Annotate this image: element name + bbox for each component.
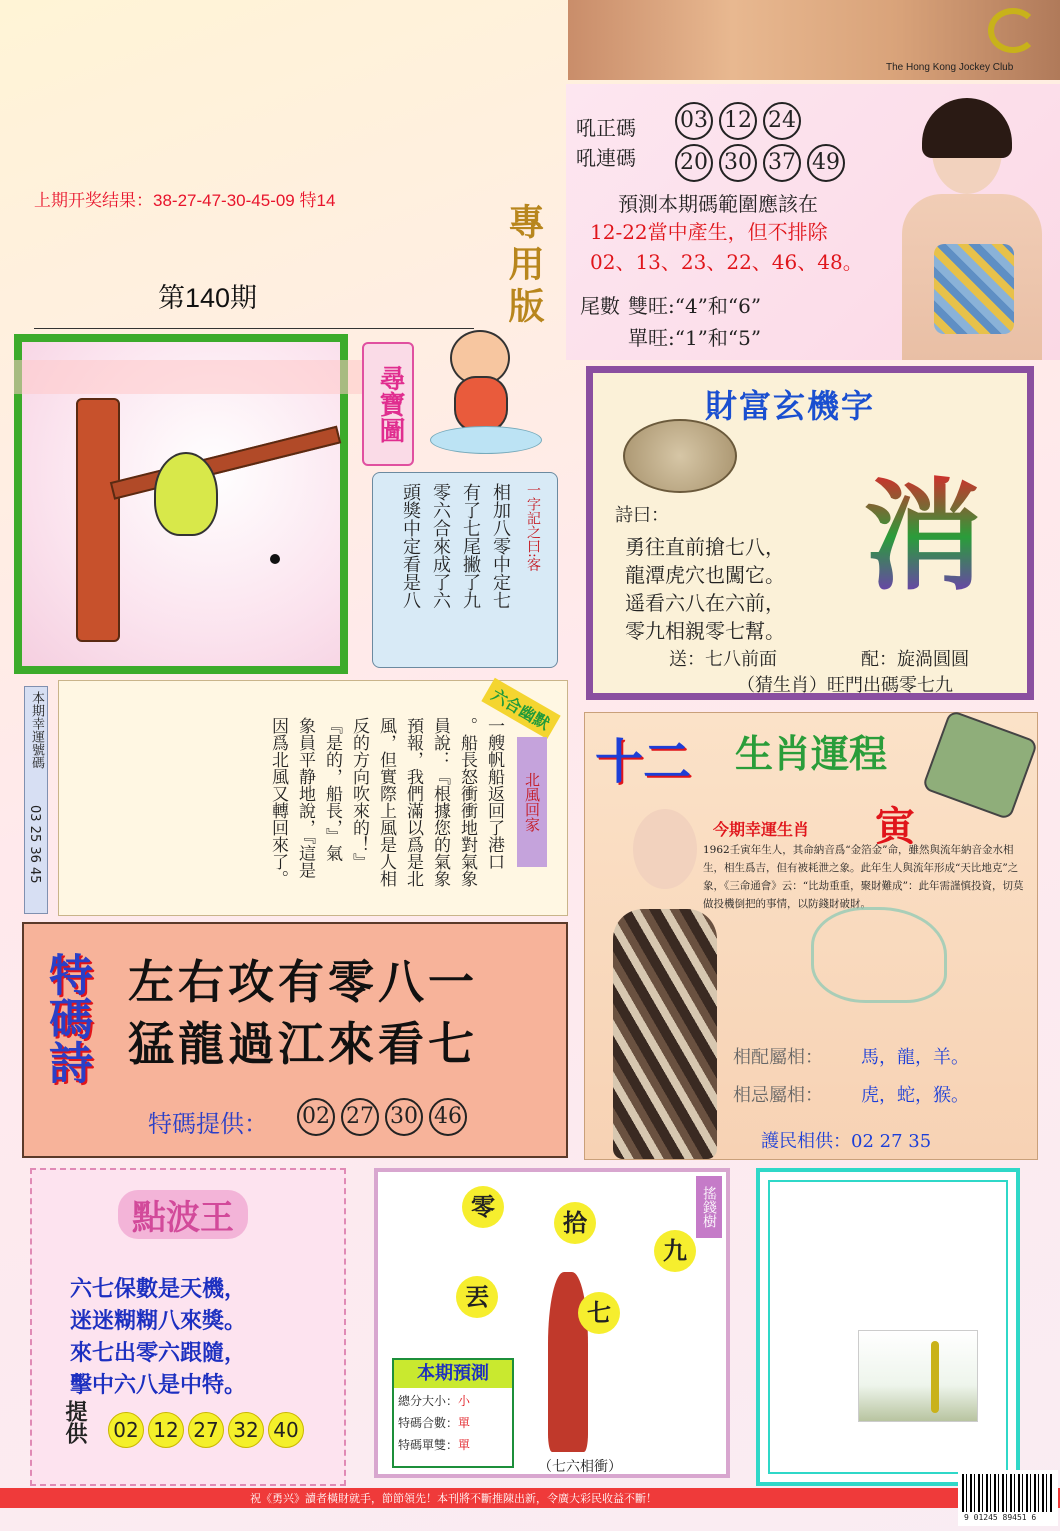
tail-label: 尾數 — [580, 294, 620, 318]
main-number: 24 — [763, 102, 801, 140]
humor-line: 象員平静地說，『這是 — [295, 717, 315, 879]
zodiac-description: 1962壬寅年生人，其命納音爲“金箔金”命，雖然與流年納音金水相生，相生爲吉，但有被耗泄之象。此年生人與流年形成“天比地克”之象，《三命通會》云：“比劫重重，聚財難成”：此年需謹慎投資，切莫做投機倒把的事情，以防錢財破財。 — [703, 844, 1024, 910]
humor-line: 風，但實際上風是人相 — [376, 717, 396, 887]
wave-numbers — [106, 1412, 306, 1448]
main-number: 12 — [719, 102, 757, 140]
footer-banner — [0, 1488, 1060, 1508]
poem-line: 零九相親零七幫。 — [625, 619, 785, 643]
predict-row: 特碼合數：單 — [398, 1416, 471, 1430]
special-title: 特碼詩 — [41, 952, 92, 1084]
jockey-club-logo-icon — [988, 8, 1038, 53]
model-photo — [872, 94, 1060, 360]
wealth-title: 財富玄機字 — [705, 387, 876, 425]
predict-title: 本期預測 — [394, 1360, 512, 1388]
special-number: 30 — [385, 1098, 423, 1136]
humor-lines — [266, 717, 507, 913]
humor-line: 預報，我們滿以爲是北 — [403, 717, 423, 887]
scroll-lines — [397, 483, 513, 659]
wave-number: 12 — [148, 1412, 184, 1448]
tree-branch — [110, 426, 341, 500]
money-hand-icon — [921, 709, 1038, 820]
zodiac-provide: 護民相供：02 27 35 — [761, 1131, 932, 1152]
zodiac-title-b: 生肖運程 — [735, 732, 888, 776]
cupid-icon — [430, 330, 550, 450]
poem-line: 遥看六八在六前， — [625, 591, 785, 615]
main-code-label: 吼正碼 — [576, 116, 636, 140]
special-numbers — [294, 1098, 470, 1136]
tiger-icon — [811, 907, 947, 1003]
match-label: 相配屬相： — [733, 1047, 823, 1068]
special-number: 46 — [429, 1098, 467, 1136]
mystery-character: 消 — [863, 466, 983, 607]
zodiac-title-a: 十二 — [595, 734, 692, 790]
forecast-line-3: 02、13、23、22、46、48。 — [590, 250, 863, 274]
main-code-numbers — [672, 102, 804, 140]
link-code-numbers — [672, 144, 848, 182]
last-result: 上期开奖结果：38-27-47-30-45-09 特14 — [34, 191, 336, 210]
predict-row: 總分大小：小 — [398, 1394, 471, 1408]
special-line-1: 左右攻有零八一 — [128, 955, 478, 1009]
special-number: 02 — [297, 1098, 335, 1136]
scroll-line: 有了七尾撇了九 — [460, 483, 481, 609]
special-line-2: 猛龍過江來看七 — [128, 1017, 478, 1071]
header-divider — [34, 328, 474, 329]
treasure-blur-header — [14, 360, 366, 394]
wave-number: 40 — [268, 1412, 304, 1448]
coins-icon — [623, 419, 737, 493]
humor-line: 因爲北風又轉回來了。 — [268, 717, 288, 887]
wave-line: 迷迷糊糊八來獎。 — [70, 1308, 247, 1334]
special-poem-panel — [22, 922, 568, 1158]
link-code-label: 吼連碼 — [576, 146, 636, 170]
poem-line: 勇往直前搶七八， — [625, 535, 785, 559]
special-provide-label: 特碼提供： — [148, 1110, 268, 1138]
tree-tag: 搖錢樹 — [696, 1176, 722, 1238]
predict-row: 特碼單雙：單 — [398, 1438, 471, 1452]
wave-king-panel — [30, 1168, 346, 1486]
tail-double: 雙旺:“4”和“6” — [628, 294, 762, 318]
wave-line: 六七保數是天機， — [70, 1276, 247, 1302]
fruit: 七 — [578, 1292, 620, 1334]
tree-caption: （七六相衝） — [538, 1459, 622, 1475]
humor-line: 『是的，船長，』氣 — [322, 717, 342, 862]
predict-box — [392, 1358, 514, 1468]
lucky-animal-label: 今期幸運生肖 — [713, 820, 810, 839]
money-tree-panel — [374, 1168, 730, 1478]
match-value: 馬，龍，羊。 — [861, 1047, 969, 1068]
issue-number: 第140期 — [158, 283, 258, 313]
wave-number: 02 — [108, 1412, 144, 1448]
header-banner — [568, 0, 1060, 80]
tail-single: 單旺:“1”和“5” — [628, 326, 762, 350]
wealth-panel — [586, 366, 1034, 700]
special-number: 27 — [341, 1098, 379, 1136]
frame-inner-border — [768, 1180, 1008, 1474]
wave-number: 32 — [228, 1412, 264, 1448]
footer-text: 祝《勇兴》讀者橫財就手，節節領先！本刊將不斷推陳出新，令廣大彩民收益不斷！ — [250, 1492, 657, 1505]
landscape-image — [858, 1330, 978, 1422]
link-number: 20 — [675, 144, 713, 182]
wave-line: 擊中六八是中特。 — [70, 1372, 247, 1398]
poem-label: 詩曰： — [615, 505, 669, 526]
fruit: 拾 — [554, 1202, 596, 1244]
humor-line: 員說：『根據您的氣象 — [430, 717, 450, 887]
wave-title: 點波王 — [118, 1190, 248, 1239]
lucky-animal: 寅 — [875, 803, 915, 850]
barcode — [958, 1470, 1058, 1526]
humor-panel — [58, 680, 568, 916]
forecast-line-2: 12-22當中產生，但不排除 — [590, 220, 828, 244]
avoid-value: 虎，蛇，猴。 — [861, 1085, 969, 1106]
forecast-line-1: 預測本期碼範圍應該在 — [618, 192, 818, 216]
lucky-numbers: 03 25 36 45 — [27, 805, 42, 884]
humor-subtitle: 北風回家 — [517, 737, 547, 867]
edition-label: 專用版 — [503, 203, 545, 329]
wealth-footer: （猜生肖）旺門出碼零七九 — [737, 675, 953, 696]
scroll-title: 一字記之曰:客 — [525, 483, 541, 572]
match-text: 配：旋渦圓圓 — [861, 649, 969, 670]
fruit: 丟 — [456, 1276, 498, 1318]
scroll-line: 零六合來成了六 — [430, 483, 451, 609]
fruit: 零 — [462, 1186, 504, 1228]
club-name: The Hong Kong Jockey Club — [886, 62, 1014, 73]
lucky-numbers-panel — [24, 686, 48, 914]
humor-line: 。船長怒衝衝地對氣象 — [457, 717, 477, 887]
humor-line: 一艘帆船返回了港口 — [484, 717, 504, 870]
scroll-line: 頭獎中定看是八 — [400, 483, 421, 609]
bird-icon — [154, 452, 218, 536]
treasure-scroll — [372, 472, 558, 668]
main-number: 03 — [675, 102, 713, 140]
humor-line: 反的方向吹來的！』 — [349, 717, 369, 870]
humor-title: 六合幽默 — [481, 678, 560, 739]
forecast-panel — [566, 84, 1060, 360]
tree-trunk — [76, 398, 120, 642]
link-number: 49 — [807, 144, 845, 182]
send-text: 送：七八前面 — [669, 649, 777, 670]
treasure-title: 尋寶圖 — [362, 342, 414, 466]
wave-number: 27 — [188, 1412, 224, 1448]
avoid-label: 相忌屬相： — [733, 1085, 823, 1106]
spider-icon — [270, 554, 280, 564]
fruit: 九 — [654, 1230, 696, 1272]
wave-provide-label: 提供 — [62, 1400, 88, 1444]
poem-line: 龍潭虎穴也闖它。 — [625, 563, 785, 587]
barcode-number: 9 01245 89451 6 — [964, 1513, 1037, 1522]
model-photo-2 — [593, 809, 733, 1159]
image-frame-panel — [756, 1168, 1020, 1486]
lucky-label: 本期幸運號碼 — [29, 691, 44, 769]
zodiac-panel — [584, 712, 1038, 1160]
link-number: 37 — [763, 144, 801, 182]
wave-line: 來七出零六跟隨， — [70, 1340, 247, 1366]
link-number: 30 — [719, 144, 757, 182]
scroll-line: 相加八零中定七 — [490, 483, 511, 609]
